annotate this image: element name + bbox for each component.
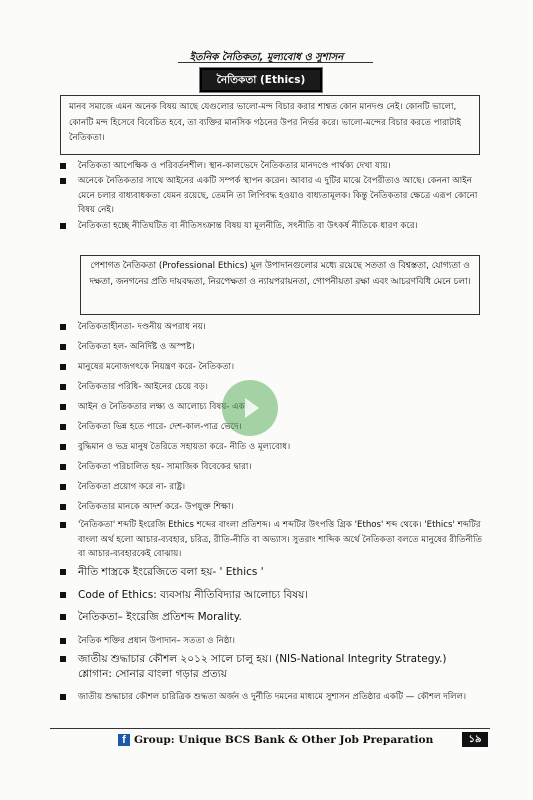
list-item: Code of Ethics: ব্যবসায় নীতিবিদ্যার আলোচ্য বিষয়। bbox=[78, 588, 483, 603]
footer bbox=[118, 734, 433, 746]
list-item: মানুষের মনোজগৎকে নিয়ন্ত্রণ করে- নৈতিকতা। bbox=[78, 360, 483, 375]
nis-item: জাতীয় শুদ্ধাচার কৌশল ২০১২ সালে চালু হয়। (NIS-National Integrity Strategy.) শ্লোগান: সোনার বাংলা গড়ার প্রত্যয় bbox=[78, 652, 483, 682]
list-item: বুদ্ধিমান ও ভদ্র মানুষ তৈরিতে সহায়তা করে- নীতি ও মূল্যবোধ। bbox=[78, 440, 483, 455]
list-item: আইন ও নৈতিকতার লক্ষ্য ও আলোচ্য বিষয়- একই। bbox=[78, 400, 483, 415]
header-rule bbox=[178, 62, 373, 63]
chapter-title: নৈতিকতা (Ethics) bbox=[200, 68, 322, 92]
list-item: নৈতিকতাহীনতা- দণ্ডনীয় অপরাধ নয়। bbox=[78, 320, 483, 335]
list-item: নৈতিকতার মানকে আদর্শ করে- উপযুক্ত শিক্ষা। bbox=[78, 500, 483, 515]
intro-box: মানব সমাজে এমন অনেক বিষয় আছে যেগুলোর ভালো-মন্দ বিচার করার শাশ্বত কোন মানদণ্ড নেই। কোনটি ভালো, কোনটি মন্দ হিসেবে বিবেচিত হবে, তা ব্যক্তির মানসিক গঠনের উপর নির্ভর করে। ভালো-মন্দের বিচার করতে পারাটাই নৈতিকতা। bbox=[60, 95, 480, 155]
list-item: নৈতিক শক্তির প্রধান উপাদান– সততা ও নিষ্ঠা। bbox=[78, 634, 483, 649]
professional-ethics-box: পেশাগত নৈতিকতা (Professional Ethics) মূল উপাদানগুলোর মধ্যে রয়েছে সততা ও বিশ্বস্ততা, যোগ্যতা ও দক্ষতা, জনগনের প্রতি দায়বদ্ধতা, নিরপেক্ষতা ও ন্যায়পরায়নতা, গোপনীয়তা রক্ষা এবং আচরণবিধি মেনে চলা। bbox=[80, 255, 480, 315]
footer-rule bbox=[50, 728, 490, 729]
last-item: জাতীয় শুদ্ধাচার কৌশল চারিত্রিক শুদ্ধতা অর্জন ও দুর্নীতি দমনের মাধ্যমে সুশাসন প্রতিষ্ঠার একটি — কৌশল দলিল। bbox=[78, 690, 483, 705]
list-item: নীতি শাস্ত্রকে ইংরেজিতে বলা হয়- ' Ethics ' bbox=[78, 565, 483, 580]
list-item: নৈতিকতা হল- অনির্দিষ্ট ও অস্পষ্ট। bbox=[78, 340, 483, 355]
page-number: ১৯ bbox=[462, 732, 488, 747]
bullet-law: অনেকে নৈতিকতার সাথে আইনের একটি সম্পর্ক স্থাপন করেন। আবার এ দুটির মাঝে বৈপরীত্যও আছে। কেননা আইন মেনে চলার বাধ্যবাধকতা যেমন রয়েছে, তেমনি তা লিপিবদ্ধ হওয়াও বাধ্যতামূলক। কিন্তু নৈতিকতার ক্ষেত্রে এরূপ কোনো বিষয় নেই। bbox=[78, 174, 483, 218]
list-item: নৈতিকতা– ইংরেজি প্রতিশব্দ Morality. bbox=[78, 610, 483, 625]
bullet-principle: নৈতিকতা হচ্ছে নীতিঘটিত বা নীতিসংক্রান্ত বিষয় যা মূলনীতি, সৎনীতি বা উৎকর্ষ নীতিকে ধারণ করে। bbox=[78, 219, 483, 234]
list-item: নৈতিকতা পরিচালিত হয়- সামাজিক বিবেকের দ্বারা। bbox=[78, 460, 483, 475]
footer-group-text: Group: Unique BCS Bank & Other Job Preparation bbox=[134, 734, 434, 746]
bullet-relative: নৈতিকতা আপেক্ষিক ও পরিবর্তনশীল। স্থান-কালভেদে নৈতিকতার মানদণ্ডে পার্থক্য দেখা যায়। bbox=[78, 159, 483, 174]
list-item: নৈতিকতা প্রয়োগ করে না- রাষ্ট্র। bbox=[78, 480, 483, 495]
facebook-icon: f bbox=[118, 734, 130, 746]
list-item: নৈতিকতা ভিন্ন হতে পারে- দেশ-কাল-পাত্র ভেদে। bbox=[78, 420, 483, 435]
ethics-word-origin: 'নৈতিকতা' শব্দটি ইংরেজি Ethics শব্দের বাংলা প্রতিশব্দ। এ শব্দটির উৎপত্তি গ্রিক 'Ethos' শব্দ থেকে। 'Ethics' শব্দটির বাংলা অর্থ হলো আচার-ব্যবহার, চরিত্র, রীতি-নীতি বা অভ্যাস। সুতরাং শাব্দিক অর্থে নৈতিকতা বলতে মানুষের রীতিনীতি বা আচার-ব্যবহারকেই বোঝায়। bbox=[78, 518, 483, 562]
running-header: ইতনিক নৈতিকতা, মূল্যবোধ ও সুশাসন bbox=[189, 52, 344, 63]
play-watermark-icon bbox=[222, 380, 278, 436]
list-item: নৈতিকতার পরিধি- আইনের চেয়ে বড়। bbox=[78, 380, 483, 395]
